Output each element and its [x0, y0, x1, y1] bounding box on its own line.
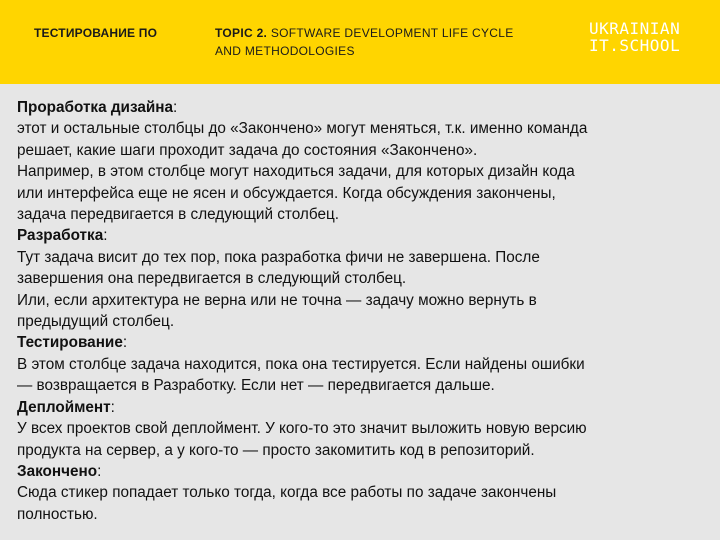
text-line: завершения она передвигается в следующий столбец. — [17, 270, 407, 288]
topic-number: TOPIC 2. — [215, 26, 268, 40]
section-heading: Проработка дизайна: — [17, 99, 178, 116]
section-heading: Закончено: — [17, 462, 102, 480]
slide-content — [17, 97, 707, 525]
section-heading: Деплоймент: — [17, 398, 115, 416]
text-line: Сюда стикер попадает только тогда, когда все работы по задаче закончены — [17, 484, 557, 502]
text-line: продукта на сервер, а у кого-то — просто закомитить код в репозиторий. — [17, 441, 535, 459]
topic-name-line1: SOFTWARE DEVELOPMENT LIFE CYCLE — [267, 26, 514, 40]
text-line: задача передвигается в следующий столбец. — [17, 206, 339, 224]
topic-name-line2: AND METHODOLOGIES — [215, 44, 355, 58]
text-line: Например, в этом столбце могут находиться задачи, для которых дизайн кода — [17, 163, 575, 181]
text-line: У всех проектов свой деплоймент. У кого-то это значит выложить новую версию — [17, 420, 587, 438]
text-line: Или, если архитектура не верна или не точна — задачу можно вернуть в — [17, 291, 537, 309]
course-title: ТЕСТИРОВАНИЕ ПО — [34, 26, 158, 40]
text-line: предыдущий столбец. — [17, 313, 175, 331]
section-heading: Разработка: — [17, 227, 108, 245]
text-line: или интерфейса еще не ясен и обсуждается. Когда обсуждения закончены, — [17, 184, 556, 202]
header-bar — [0, 0, 720, 84]
text-line: — возвращается в Разработку. Если нет — передвигается дальше. — [17, 377, 495, 395]
logo-line2: IT.SCHOOL — [589, 36, 681, 55]
school-logo — [589, 20, 680, 54]
section-heading: Тестирование: — [17, 334, 128, 352]
logo-line1: UKRAINIAN — [589, 19, 681, 38]
topic-title — [215, 24, 545, 60]
text-line: В этом столбце задача находится, пока она тестируется. Если найдены ошибки — [17, 355, 585, 373]
text-line: решает, какие шаги проходит задача до состояния «Закончено». — [17, 141, 478, 159]
text-line: Тут задача висит до тех пор, пока разработка фичи не завершена. После — [17, 248, 540, 266]
text-line: этот и остальные столбцы до «Закончено» могут меняться, т.к. именно команда — [17, 120, 588, 138]
text-line: полностью. — [17, 505, 98, 523]
